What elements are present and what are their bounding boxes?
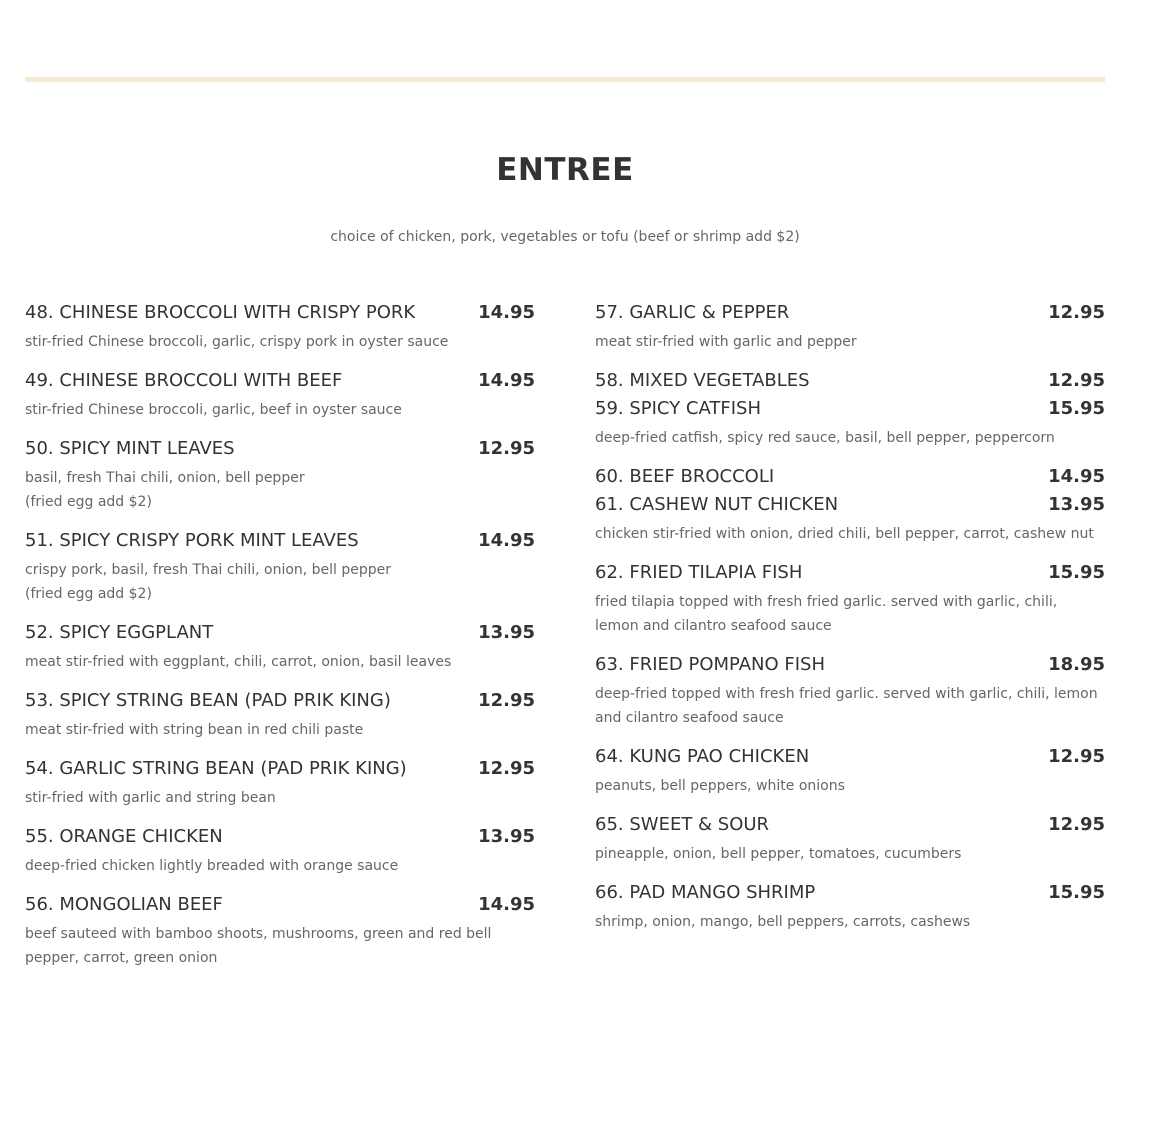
item-price: 14.95 <box>478 370 535 391</box>
item-price: 15.95 <box>1048 398 1105 419</box>
item-price: 14.95 <box>478 302 535 323</box>
menu-item <box>595 652 1105 730</box>
item-price: 12.95 <box>1048 746 1105 767</box>
item-name: 61. CASHEW NUT CHICKEN <box>595 494 839 515</box>
menu-item <box>25 688 535 742</box>
menu-item <box>595 396 1105 450</box>
item-description: beef sauteed with bamboo shoots, mushrooms, green and red bell pepper, carrot, green onion <box>25 926 492 966</box>
section-title: ENTREE <box>496 152 634 188</box>
item-name: 65. SWEET & SOUR <box>595 814 770 835</box>
item-price: 13.95 <box>1048 494 1105 515</box>
menu-item <box>25 300 535 354</box>
item-description: stir-fried Chinese broccoli, garlic, beef in oyster sauce <box>25 402 402 418</box>
menu-item <box>595 492 1105 546</box>
item-note: (fried egg add $2) <box>25 586 152 602</box>
item-name: 52. SPICY EGGPLANT <box>25 622 214 643</box>
item-name: 57. GARLIC & PEPPER <box>595 302 790 323</box>
item-description: stir-fried Chinese broccoli, garlic, crispy pork in oyster sauce <box>25 334 449 350</box>
item-price: 12.95 <box>1048 814 1105 835</box>
item-price: 14.95 <box>478 530 535 551</box>
item-price: 15.95 <box>1048 882 1105 903</box>
menu-item <box>25 824 535 878</box>
menu-item <box>25 756 535 810</box>
menu-item <box>595 464 1105 490</box>
item-price: 12.95 <box>1048 302 1105 323</box>
menu-item <box>25 368 535 422</box>
item-name: 58. MIXED VEGETABLES <box>595 370 810 391</box>
item-name: 50. SPICY MINT LEAVES <box>25 438 235 459</box>
menu-item <box>595 368 1105 394</box>
item-name: 53. SPICY STRING BEAN (PAD PRIK KING) <box>25 690 391 711</box>
item-name: 63. FRIED POMPANO FISH <box>595 654 826 675</box>
item-name: 62. FRIED TILAPIA FISH <box>595 562 803 583</box>
item-name: 60. BEEF BROCCOLI <box>595 466 775 487</box>
item-name: 56. MONGOLIAN BEEF <box>25 894 223 915</box>
item-description: chicken stir-fried with onion, dried chili, bell pepper, carrot, cashew nut <box>595 526 1094 542</box>
menu-item <box>595 560 1105 638</box>
item-price: 15.95 <box>1048 562 1105 583</box>
item-price: 12.95 <box>478 690 535 711</box>
item-price: 12.95 <box>478 438 535 459</box>
item-description: fried tilapia topped with fresh fried garlic. served with garlic, chili, lemon and cilantro seafood sauce <box>595 594 1058 634</box>
item-price: 12.95 <box>1048 370 1105 391</box>
item-note: (fried egg add $2) <box>25 494 152 510</box>
menu-column-right <box>595 300 1105 934</box>
item-description: stir-fried with garlic and string bean <box>25 790 276 806</box>
item-price: 13.95 <box>478 826 535 847</box>
menu-item <box>25 892 535 970</box>
menu-item <box>25 436 535 514</box>
item-description: peanuts, bell peppers, white onions <box>595 778 845 794</box>
menu-item <box>25 620 535 674</box>
item-description: meat stir-fried with string bean in red chili paste <box>25 722 364 738</box>
item-price: 13.95 <box>478 622 535 643</box>
item-name: 64. KUNG PAO CHICKEN <box>595 746 810 767</box>
item-price: 12.95 <box>478 758 535 779</box>
menu-item <box>595 300 1105 354</box>
item-name: 54. GARLIC STRING BEAN (PAD PRIK KING) <box>25 758 407 779</box>
item-name: 55. ORANGE CHICKEN <box>25 826 223 847</box>
item-description: meat stir-fried with garlic and pepper <box>595 334 857 350</box>
menu-item <box>595 812 1105 866</box>
item-name: 49. CHINESE BROCCOLI WITH BEEF <box>25 370 343 391</box>
menu-item <box>25 528 535 606</box>
item-price: 14.95 <box>1048 466 1105 487</box>
item-name: 66. PAD MANGO SHRIMP <box>595 882 816 903</box>
top-divider <box>25 77 1105 82</box>
item-name: 59. SPICY CATFISH <box>595 398 762 419</box>
item-description: deep-fried topped with fresh fried garlic. served with garlic, chili, lemon and cilantro seafood sauce <box>595 686 1098 726</box>
item-description: deep-fried chicken lightly breaded with orange sauce <box>25 858 399 874</box>
item-description: basil, fresh Thai chili, onion, bell pepper <box>25 470 305 486</box>
item-name: 48. CHINESE BROCCOLI WITH CRISPY PORK <box>25 302 416 323</box>
menu-item <box>595 744 1105 798</box>
item-description: shrimp, onion, mango, bell peppers, carrots, cashews <box>595 914 971 930</box>
item-description: meat stir-fried with eggplant, chili, carrot, onion, basil leaves <box>25 654 452 670</box>
item-price: 18.95 <box>1048 654 1105 675</box>
item-name: 51. SPICY CRISPY PORK MINT LEAVES <box>25 530 359 551</box>
item-description: deep-fried catfish, spicy red sauce, basil, bell pepper, peppercorn <box>595 430 1055 446</box>
section-subtitle: choice of chicken, pork, vegetables or tofu (beef or shrimp add $2) <box>330 229 800 245</box>
item-description: pineapple, onion, bell pepper, tomatoes, cucumbers <box>595 846 962 862</box>
item-description: crispy pork, basil, fresh Thai chili, onion, bell pepper <box>25 562 392 578</box>
menu-item <box>595 880 1105 934</box>
item-price: 14.95 <box>478 894 535 915</box>
menu-column-left <box>25 300 535 970</box>
